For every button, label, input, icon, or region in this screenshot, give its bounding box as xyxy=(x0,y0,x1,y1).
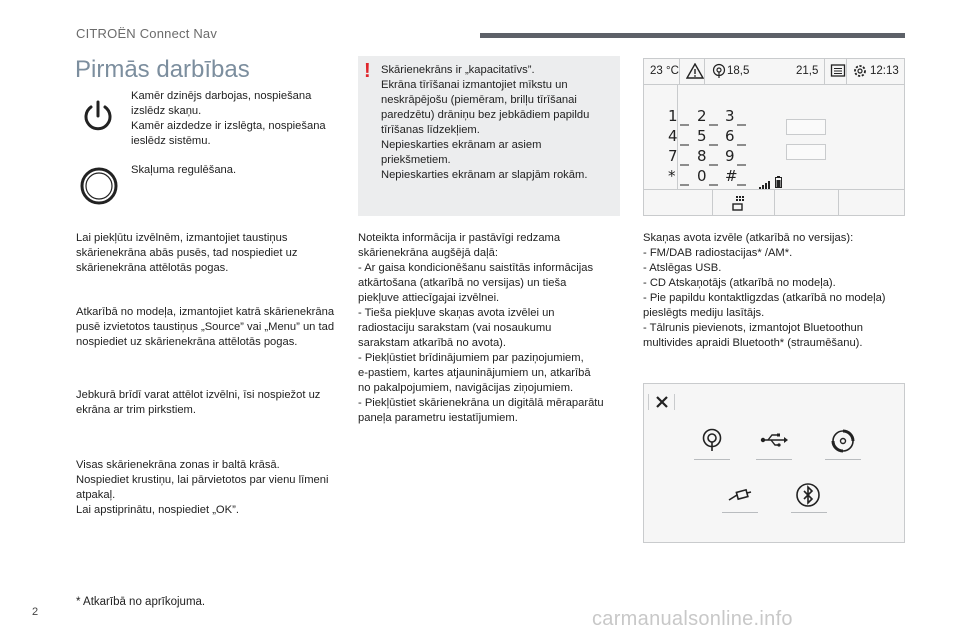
permanent-info-list: Noteikta informācija ir pastāvīgi redzama skārienekrāna augšējā daļā: - Ar gaisa kondicionēšanu saistītās informācijas atkārtošana (atkarībā no versijas) un tieša piekļuve attiecīgajai izvēlnei. - Tieša piekļuve skaņas avota izvēlei un radiostaciju sarakstam (vai nosaukumu sarakstam atkarībā no avota). - Piekļūstiet brīdinājumiem par paziņojumiem, e-pastiem, kartes atjauninājumiem un, atkarībā no pakalpojumiem, navigācijas ziņojumiem. - Piekļūstiet skārienekrāna un digitālā mēraparātu paneļa parametru iestatījumiem. xyxy=(358,232,604,424)
screen-bottom-bar xyxy=(644,189,904,215)
screen-audio-sources xyxy=(643,383,905,543)
clock-readout: 12:13 xyxy=(870,65,899,77)
number-display-field[interactable] xyxy=(786,119,826,135)
key-3[interactable]: 3 xyxy=(725,107,735,125)
warning-triangle-icon[interactable] xyxy=(686,63,704,82)
settings-icon[interactable] xyxy=(852,63,868,82)
message-icon[interactable] xyxy=(830,63,846,82)
aux-cable-icon[interactable] xyxy=(728,488,752,507)
power-description: Kamēr dzinējs darbojas, nospiešana izslēdz skaņu. Kamēr aizdedze ir izslēgta, nospiešana ieslēdz sistēmu. xyxy=(131,90,326,147)
section-title: Pirmās darbības xyxy=(75,56,250,83)
temperature-readout: 23 °C xyxy=(650,65,679,77)
watermark: carmanualsonline.info xyxy=(592,608,793,630)
bluetooth-icon[interactable] xyxy=(796,482,820,513)
three-finger-paragraph: Jebkurā brīdī varat attēlot izvēlni, īsi nospiežot uz ekrāna ar trim pirkstiem. xyxy=(76,389,321,416)
close-icon[interactable] xyxy=(656,395,668,413)
key-0[interactable]: 0 xyxy=(697,167,707,185)
secondary-field[interactable] xyxy=(786,144,826,160)
warning-icon: ! xyxy=(364,60,371,82)
key-1[interactable]: 1 xyxy=(668,107,678,125)
keypad-underscores xyxy=(680,117,760,197)
key-9[interactable]: 9 xyxy=(725,147,735,165)
page-number: 2 xyxy=(32,606,39,618)
header-bar xyxy=(480,33,905,38)
radio-icon[interactable] xyxy=(701,428,723,457)
audio-source-list: Skaņas avota izvēle (atkarībā no versijas): - FM/DAB radiostacijas* /AM*. - Atslēgas USB. - CD Atskaņotājs (atkarībā no modeļa). - Pie papildu kontaktligzdas (atkarībā no modeļa) pieslēgts mediju lasītājs. - Tālrunis pievienots, izmantojot Bluetoothun multivides apraidi Bluetooth* (straumēšanu). xyxy=(643,232,886,349)
key-2[interactable]: 2 xyxy=(697,107,707,125)
volume-knob-icon xyxy=(79,166,119,206)
radio-icon[interactable] xyxy=(712,63,726,82)
frequency-readout: 18,5 xyxy=(727,65,750,77)
usb-icon[interactable] xyxy=(760,432,788,453)
source-menu-paragraph: Atkarībā no modeļa, izmantojiet katrā skārienekrāna pusē izvietotos taustiņus „Source” vai „Menu” un tad nospiediet uz skārienekrāna attēlotās pogas. xyxy=(76,306,335,348)
key-5[interactable]: 5 xyxy=(697,127,707,145)
white-zones-paragraph: Visas skārienekrāna zonas ir baltā krāsā. Nospiediet krustiņu, lai pārvietotos par vienu līmeni atpakaļ. Lai apstiprinātu, nospiediet „OK”. xyxy=(76,459,329,516)
volume-description: Skaļuma regulēšana. xyxy=(131,164,237,176)
key-4[interactable]: 4 xyxy=(668,127,678,145)
secondary-temperature: 21,5 xyxy=(796,65,819,77)
key-hash[interactable]: # xyxy=(725,167,738,185)
status-bar xyxy=(644,59,904,85)
key-8[interactable]: 8 xyxy=(697,147,707,165)
cd-icon[interactable] xyxy=(831,429,855,458)
key-7[interactable]: 7 xyxy=(668,147,678,165)
brand-header: CITROËN Connect Nav xyxy=(76,26,218,41)
key-6[interactable]: 6 xyxy=(725,127,735,145)
screen-phone-keypad xyxy=(643,58,905,216)
footnote: * Atkarībā no aprīkojuma. xyxy=(76,596,206,608)
warning-text: Skārienekrāns ir „kapacitatīvs”. Ekrāna tīrīšanai izmantojiet mīkstu un neskrāpējošu (piemēram, brilļu tīrīšanai paredzētu) drāniņu bez jebkādiem papildu tīrīšanas līdzekļiem. Nepieskarties ekrānam ar asiem priekšmetiem. Nepieskarties ekrānam ar slapjām rokām. xyxy=(381,64,590,181)
key-star[interactable]: * xyxy=(668,167,676,185)
power-icon xyxy=(80,98,116,134)
menu-access-paragraph: Lai piekļūtu izvēlnēm, izmantojiet taustiņus skārienekrāna abās pusēs, tad nospiediet uz skārienekrāna attēlotās pogas. xyxy=(76,232,298,274)
phone-icon[interactable] xyxy=(732,195,746,216)
